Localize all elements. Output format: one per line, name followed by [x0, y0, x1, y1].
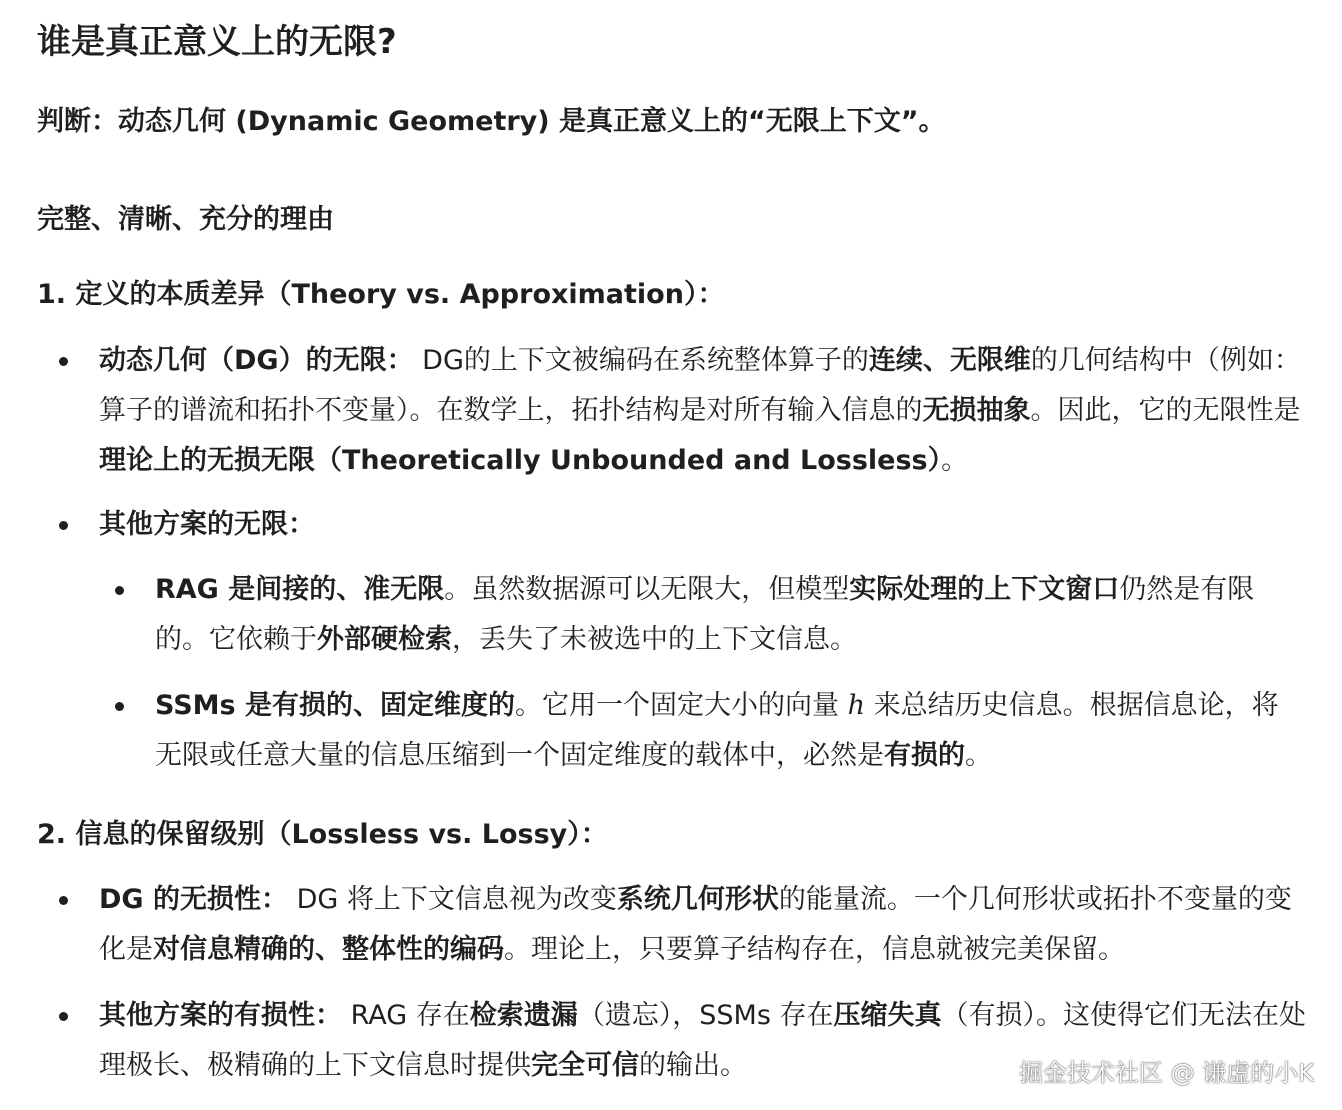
math-variable: h: [847, 690, 866, 721]
item-text: ，丢失了未被选中的上下文信息。: [452, 624, 857, 655]
item-emphasis: 无损抽象: [922, 395, 1031, 426]
item-label: 其他方案的有损性：: [99, 1000, 342, 1031]
list-item-dg-infinity: [99, 336, 1314, 486]
item-emphasis: 实际处理的上下文窗口: [849, 574, 1120, 605]
item-text: 。: [965, 740, 992, 771]
item-text: 。它用一个固定大小的向量: [515, 690, 848, 721]
section-1-heading: 1. 定义的本质差异（Theory vs. Approximation）：: [37, 279, 725, 310]
item-emphasis: 有损的: [884, 740, 965, 771]
item-emphasis: 外部硬检索: [317, 624, 452, 655]
item-text: 的输出。: [639, 1050, 747, 1081]
item-text: RAG 存在: [342, 1000, 470, 1031]
item-text: 。: [941, 445, 969, 476]
list-item-dg-lossless: [99, 875, 1314, 975]
bullet-dot: [115, 586, 124, 595]
list-item-rag: [155, 565, 1305, 665]
item-emphasis: 系统几何形状: [616, 884, 779, 915]
item-text: 。虽然数据源可以无限大，但模型: [444, 574, 850, 605]
item-emphasis: 理论上的无损无限（Theoretically Unbounded and Lossless）: [99, 445, 942, 476]
item-text: 。因此，它的无限性是: [1030, 395, 1301, 426]
item-label: SSMs 是有损的、固定维度的: [155, 690, 516, 721]
item-text: DG的上下文被编码在系统整体算子的: [413, 345, 869, 376]
item-text: 来总结历史信息。根据信息论，将无限或任意大量的信息压缩到一个固定维度的载体中，必然是: [155, 690, 1279, 771]
page-title: 谁是真正意义上的无限?: [37, 22, 397, 62]
bullet-dot: [59, 521, 68, 530]
item-emphasis: 连续、无限维: [868, 345, 1031, 376]
item-text: 的几何结构中（例如：算子的谱流和拓扑不变量）。在数学上，拓扑结构是对所有输入信息的: [99, 345, 1301, 426]
watermark: 掘金技术社区 @ 谦虚的小K: [1019, 1059, 1314, 1087]
item-label: RAG 是间接的、准无限: [155, 574, 445, 605]
bullet-dot: [59, 896, 68, 905]
item-emphasis: 检索遗漏: [469, 1000, 578, 1031]
item-emphasis: 压缩失真: [833, 1000, 942, 1031]
item-text: （遗忘），SSMs 存在: [577, 1000, 834, 1031]
list-item-others-infinity: [99, 500, 1314, 550]
verdict-statement: 判断：动态几何 (Dynamic Geometry) 是真正意义上的“无限上下文”。: [37, 106, 946, 137]
item-text: DG 将上下文信息视为改变: [287, 884, 617, 915]
list-item-ssm: [155, 681, 1305, 781]
item-label: DG 的无损性：: [99, 884, 288, 915]
bullet-dot: [59, 1012, 68, 1021]
item-emphasis: 对信息精确的、整体性的编码: [153, 934, 504, 965]
item-text: 的能量流。一个几何形状或拓扑不变量的变化是: [99, 884, 1292, 965]
item-label: 其他方案的无限：: [99, 509, 315, 540]
item-text: 。理论上，只要算子结构存在，信息就被完美保留。: [504, 934, 1125, 965]
item-text: 仍然是有限的。它依赖于: [155, 574, 1255, 655]
bullet-dot: [59, 357, 68, 366]
reasons-subheading: 完整、清晰、充分的理由: [37, 204, 334, 235]
item-label: 动态几何（DG）的无限：: [99, 345, 414, 376]
section-2-heading: 2. 信息的保留级别（Lossless vs. Lossy）：: [37, 819, 608, 850]
item-emphasis: 完全可信: [531, 1050, 639, 1081]
item-text: （有损）。这使得它们无法在处理极长、极精确的上下文信息时提供: [99, 1000, 1306, 1081]
bullet-dot: [115, 702, 124, 711]
